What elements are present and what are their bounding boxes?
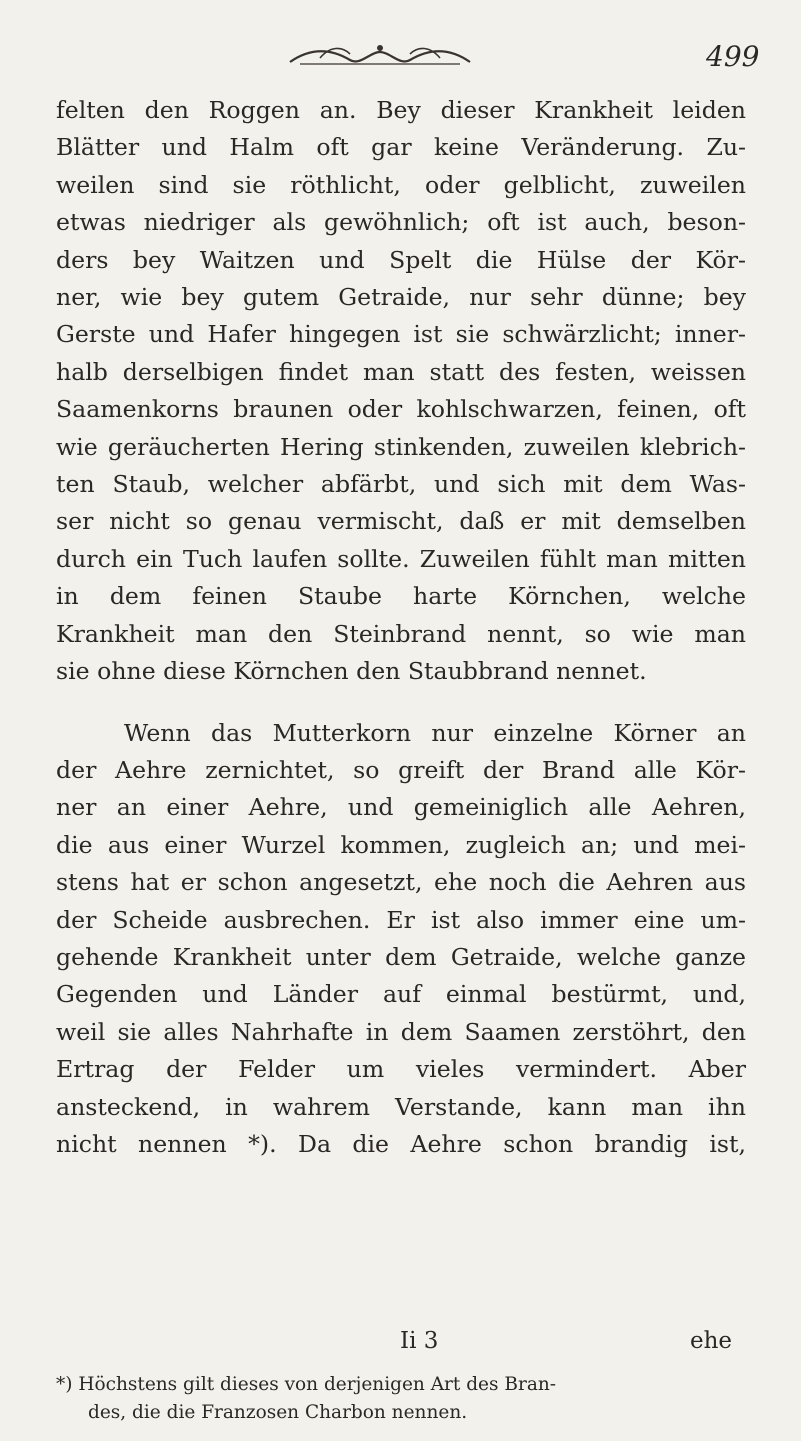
printer-ornament-icon (280, 38, 480, 72)
text-line: weil sie alles Nahrhafte in dem Saamen zerstöhrt, den (56, 1017, 746, 1046)
text-line: ner an einer Aehre, und gemeiniglich alle Aehren, (56, 793, 746, 822)
footnote-line: des, die die Franzosen Charbon nennen. (88, 1402, 468, 1423)
text-line: sie ohne diese Körnchen den Staubbrand nennet. (56, 657, 647, 686)
main-text (56, 92, 746, 1163)
text-line: nicht nennen *). Da die Aehre schon brandig ist, (56, 1129, 746, 1158)
text-line: halb derselbigen findet man statt des festen, weissen (56, 357, 746, 386)
text-line: Wenn das Mutterkorn nur einzelne Körner an (124, 718, 746, 747)
text-line: ser nicht so genau vermischt, daß er mit demselben (56, 507, 746, 536)
text-line: durch ein Tuch laufen sollte. Zuweilen fühlt man mitten (56, 544, 746, 573)
signature-mark: Ii 3 (400, 1328, 439, 1354)
text-line: der Scheide ausbrechen. Er ist also immer eine um- (56, 905, 746, 934)
text-line: ders bey Waitzen und Spelt die Hülse der Kör- (56, 245, 746, 274)
text-line: der Aehre zernichtet, so greift der Brand alle Kör- (56, 755, 746, 784)
text-line: Saamenkorns braunen oder kohlschwarzen, feinen, oft (56, 395, 746, 424)
text-line: gehende Krankheit unter dem Getraide, welche ganze (56, 942, 746, 971)
text-line: wie geräucherten Hering stinkenden, zuweilen klebrich- (56, 432, 746, 461)
text-line: Ertrag der Felder um vieles vermindert. Aber (56, 1055, 746, 1084)
text-line: Krankheit man den Steinbrand nennt, so wie man (56, 619, 746, 648)
page-number: 499 (706, 40, 760, 73)
text-line: ner, wie bey gutem Getraide, nur sehr dünne; bey (56, 283, 746, 312)
text-line: Gerste und Hafer hingegen ist sie schwärzlicht; inner- (56, 320, 746, 349)
footnote (56, 1371, 746, 1427)
text-line: in dem feinen Staube harte Körnchen, welche (56, 582, 746, 611)
text-line: stens hat er schon angesetzt, ehe noch die Aehren aus (56, 868, 746, 897)
text-line: Gegenden und Länder auf einmal bestürmt, und, (56, 980, 746, 1009)
text-line: etwas niedriger als gewöhnlich; oft ist auch, beson- (56, 208, 746, 237)
text-line: ansteckend, in wahrem Verstande, kann man ihn (56, 1092, 746, 1121)
paragraph-gap (56, 691, 746, 715)
text-line: die aus einer Wurzel kommen, zugleich an; und mei- (56, 830, 746, 859)
footnote-line: *) Höchstens gilt dieses von derjenigen Art des Bran- (56, 1374, 557, 1395)
text-line: weilen sind sie röthlicht, oder gelblicht, zuweilen (56, 170, 746, 199)
text-line: ten Staub, welcher abfärbt, und sich mit dem Was- (56, 470, 746, 499)
catchword: ehe (690, 1328, 733, 1354)
text-line: Blätter und Halm oft gar keine Veränderung. Zu- (56, 133, 746, 162)
text-line: felten den Roggen an. Bey dieser Krankheit leiden (56, 96, 746, 124)
